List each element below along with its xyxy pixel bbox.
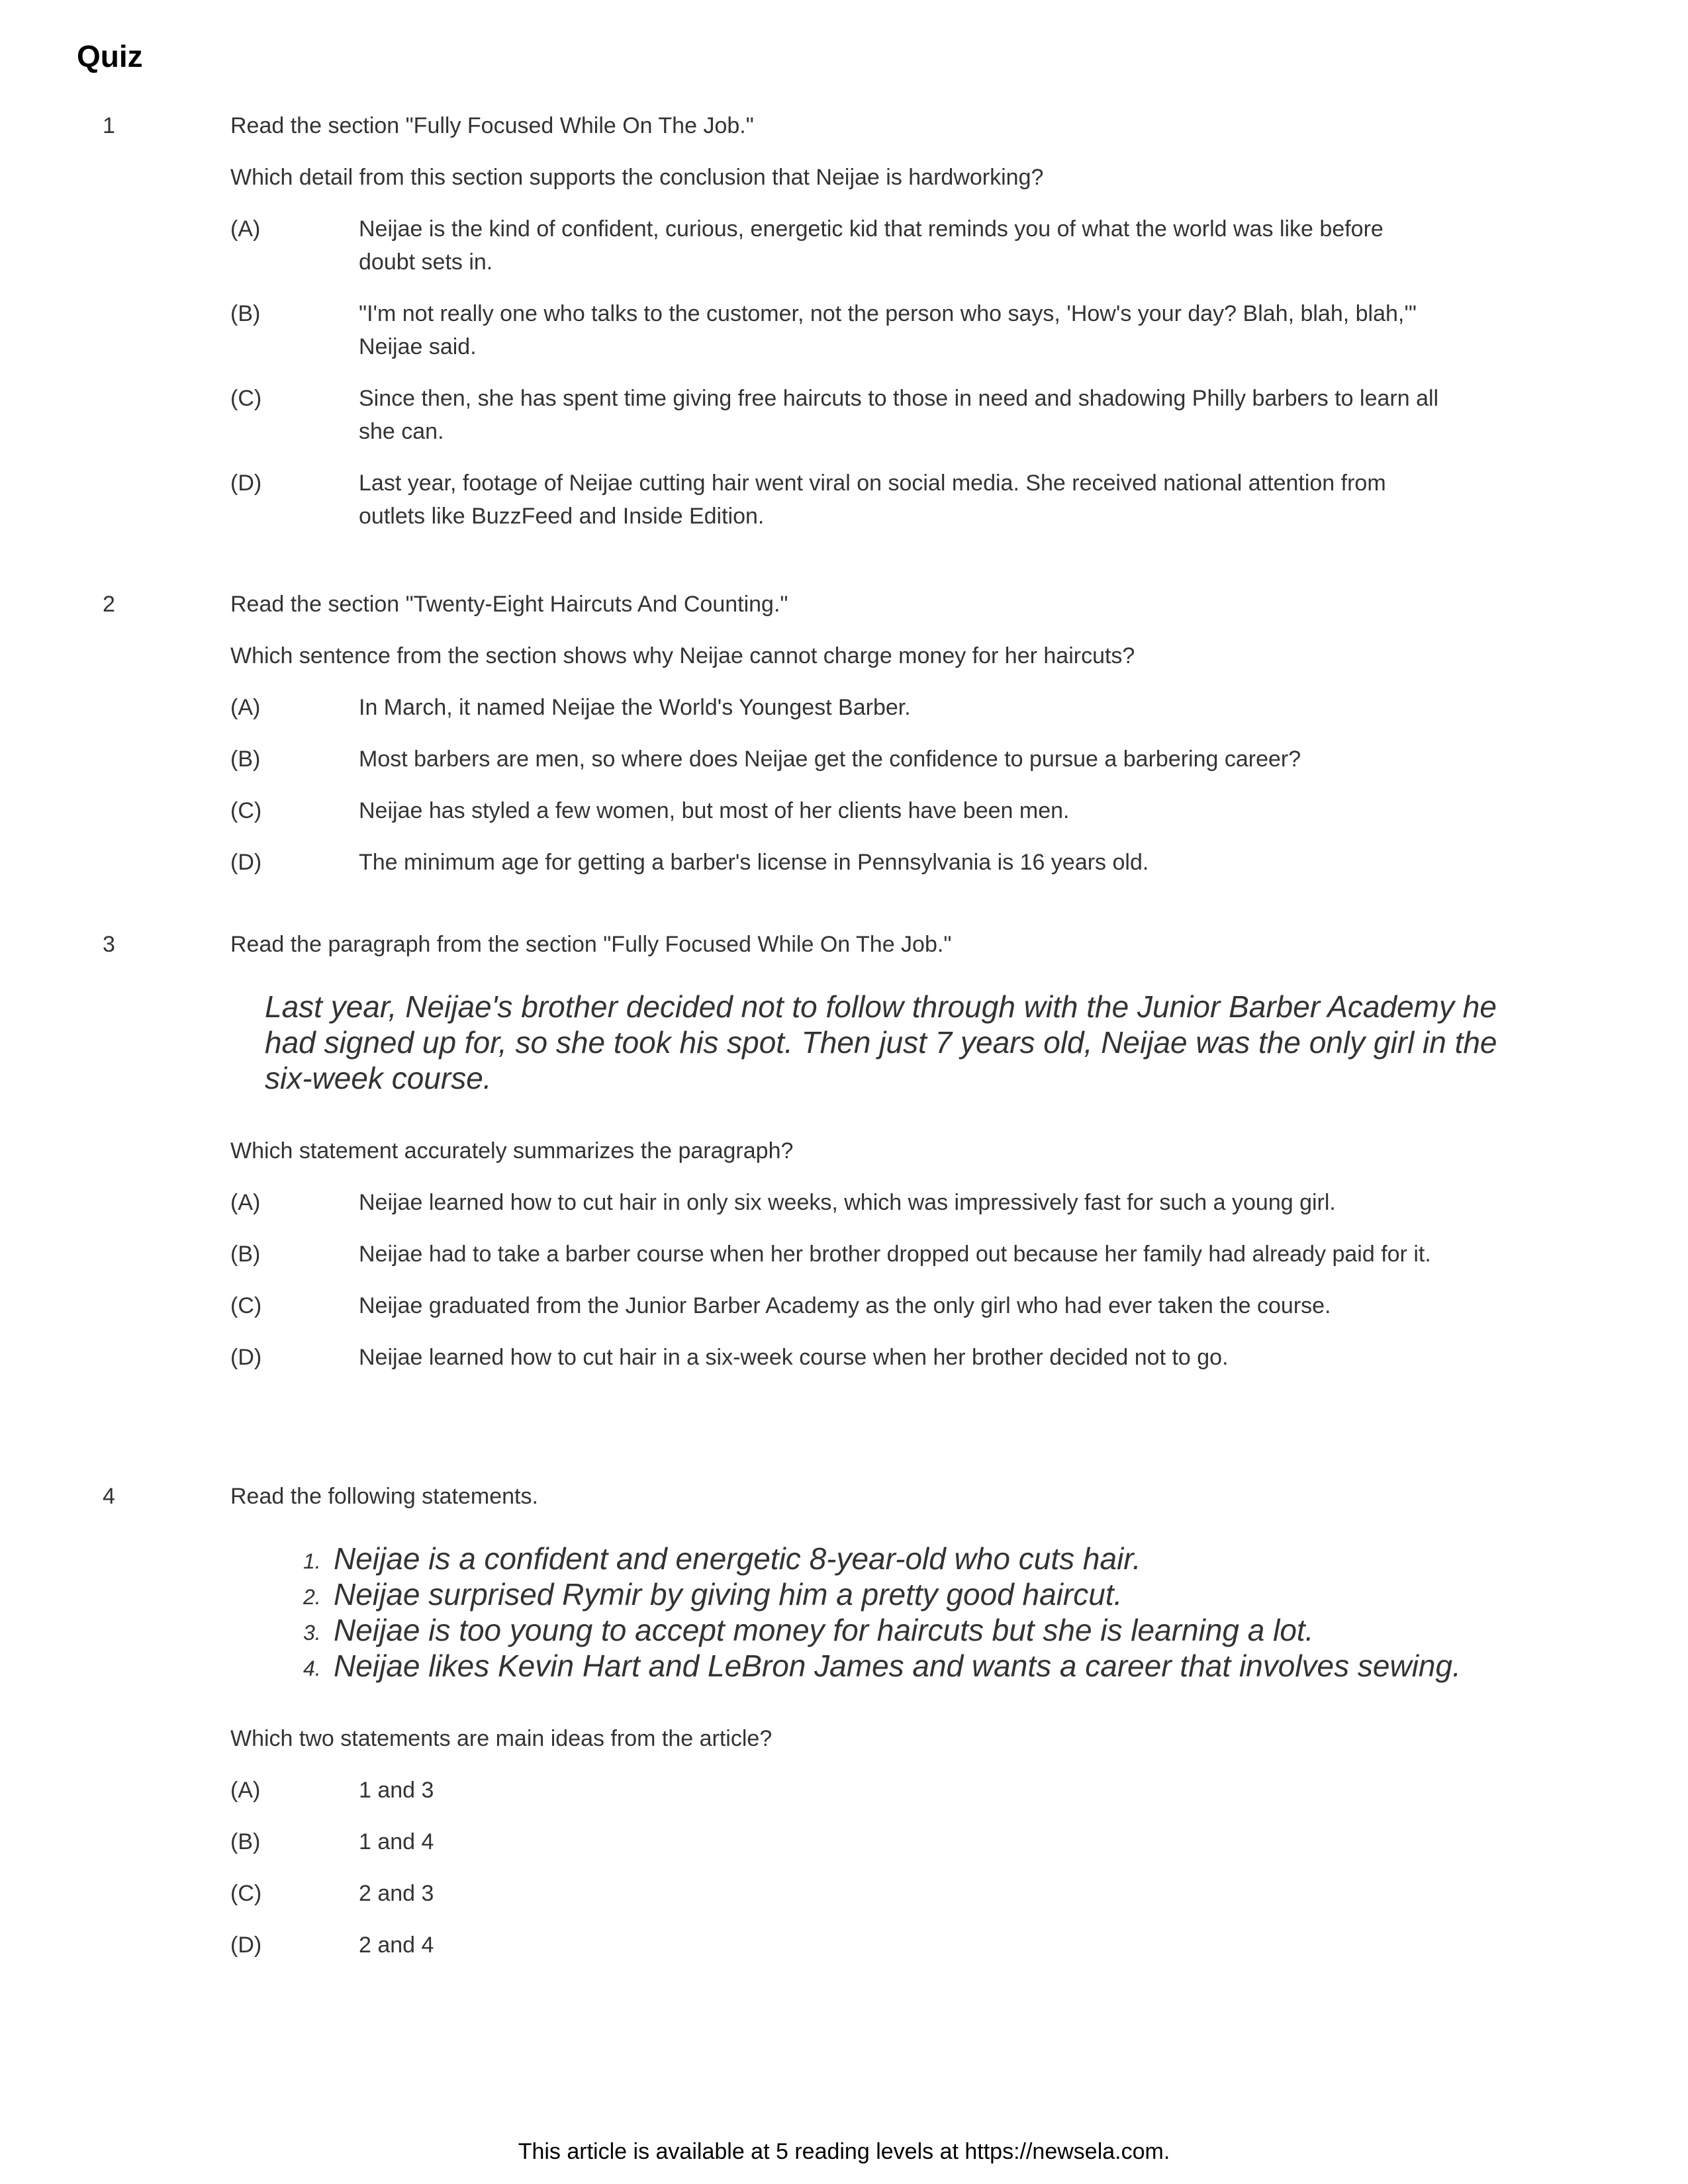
- option-letter: (C): [230, 1881, 262, 1906]
- answer-option-a[interactable]: [230, 691, 1548, 724]
- answer-option-a[interactable]: [230, 1186, 1548, 1219]
- question-number: 1: [103, 113, 115, 138]
- footer-note: This article is available at 5 reading levels at https://newsela.com.: [518, 2139, 1170, 2164]
- answer-option-b[interactable]: [230, 1825, 1548, 1858]
- option-letter: (D): [230, 850, 262, 875]
- option-letter: (D): [230, 471, 262, 496]
- option-letter: (D): [230, 1933, 262, 1958]
- option-letter: (C): [230, 386, 262, 411]
- option-letter: (C): [230, 798, 262, 823]
- option-text: Neijae has styled a few women, but most of her clients have been men.: [359, 798, 1070, 823]
- statement-item: [303, 1541, 1521, 1576]
- statement-number: 2.: [303, 1585, 321, 1609]
- option-text: 2 and 4: [359, 1933, 434, 1958]
- statement-item: [303, 1612, 1521, 1648]
- option-text: Neijae learned how to cut hair in only six weeks, which was impressively fast for such a young girl.: [359, 1190, 1336, 1215]
- statement-list: [303, 1541, 1521, 1684]
- question-intro: Read the following statements.: [230, 1484, 538, 1509]
- question-number: 2: [103, 592, 115, 617]
- statement-item: [303, 1648, 1521, 1684]
- page-title: Quiz: [77, 39, 143, 73]
- answer-option-a[interactable]: [230, 1774, 1548, 1807]
- question-intro: Read the section "Fully Focused While On The Job.": [230, 113, 754, 138]
- answer-option-d[interactable]: [230, 1341, 1548, 1374]
- question-prompt: Which two statements are main ideas from the article?: [230, 1726, 773, 1751]
- option-letter: (A): [230, 695, 261, 720]
- option-text: In March, it named Neijae the World's Youngest Barber.: [359, 695, 911, 720]
- option-letter: (B): [230, 301, 261, 326]
- option-text: 1 and 4: [359, 1829, 434, 1854]
- option-text: Neijae is the kind of confident, curious, energetic kid that reminds you of what the world was like before doubt sets in.: [359, 216, 1383, 275]
- question-number: 4: [103, 1484, 115, 1509]
- answer-option-d[interactable]: [230, 846, 1548, 879]
- question-intro: Read the section "Twenty-Eight Haircuts And Counting.": [230, 592, 788, 617]
- question-prompt: Which sentence from the section shows why Neijae cannot charge money for her haircuts?: [230, 643, 1135, 668]
- statement-text: Neijae likes Kevin Hart and LeBron James and wants a career that involves sewing.: [334, 1649, 1461, 1683]
- answer-option-d[interactable]: [230, 467, 1548, 533]
- option-letter: (A): [230, 1190, 261, 1215]
- statement-item: [303, 1576, 1521, 1612]
- answer-option-d[interactable]: [230, 1929, 1548, 1962]
- option-text: Last year, footage of Neijae cutting hair went viral on social media. She received national attention from outlets like BuzzFeed and Inside Edition.: [359, 471, 1386, 529]
- answer-option-b[interactable]: [230, 743, 1548, 776]
- statement-text: Neijae is a confident and energetic 8-year-old who cuts hair.: [334, 1541, 1141, 1576]
- option-letter: (C): [230, 1293, 262, 1318]
- answer-options: [230, 212, 1521, 533]
- answer-option-b[interactable]: [230, 1238, 1548, 1271]
- option-text: Since then, she has spent time giving free haircuts to those in need and shadowing Philly barbers to learn all she can.: [359, 386, 1439, 444]
- option-text: 1 and 3: [359, 1778, 434, 1803]
- question-number: 3: [103, 932, 115, 957]
- option-text: Most barbers are men, so where does Neijae get the confidence to pursue a barbering career?: [359, 747, 1301, 772]
- statement-number: 4.: [303, 1657, 321, 1680]
- option-text: Neijae learned how to cut hair in a six-week course when her brother decided not to go.: [359, 1345, 1229, 1370]
- answer-options: [230, 691, 1521, 879]
- statement-text: Neijae is too young to accept money for haircuts but she is learning a lot.: [334, 1613, 1314, 1647]
- option-letter: (B): [230, 1242, 261, 1267]
- statement-number: 3.: [303, 1621, 321, 1645]
- answer-option-c[interactable]: [230, 1289, 1548, 1322]
- question-prompt: Which statement accurately summarizes the paragraph?: [230, 1138, 794, 1163]
- question-prompt: Which detail from this section supports the conclusion that Neijae is hardworking?: [230, 165, 1044, 190]
- quoted-paragraph: Last year, Neijae's brother decided not to follow through with the Junior Barber Academy he had signed up for, so she took his spot. Then just 7 years old, Neijae was the only girl in the six-week course.: [265, 989, 1497, 1095]
- option-text: The minimum age for getting a barber's license in Pennsylvania is 16 years old.: [359, 850, 1149, 875]
- option-text: 2 and 3: [359, 1881, 434, 1906]
- answer-options: [230, 1186, 1521, 1374]
- option-text: "I'm not really one who talks to the customer, not the person who says, 'How's your day? Blah, blah, blah,'" Neijae said.: [359, 301, 1417, 359]
- option-text: Neijae had to take a barber course when her brother dropped out because her family had already paid for it.: [359, 1242, 1431, 1267]
- statement-text: Neijae surprised Rymir by giving him a pretty good haircut.: [334, 1577, 1123, 1612]
- answer-option-c[interactable]: [230, 1877, 1548, 1910]
- option-letter: (A): [230, 216, 261, 242]
- option-letter: (A): [230, 1778, 261, 1803]
- statement-number: 1.: [303, 1549, 321, 1573]
- option-letter: (D): [230, 1345, 262, 1370]
- answer-option-a[interactable]: [230, 212, 1548, 279]
- option-text: Neijae graduated from the Junior Barber Academy as the only girl who had ever taken the course.: [359, 1293, 1331, 1318]
- answer-option-c[interactable]: [230, 382, 1548, 448]
- option-letter: (B): [230, 1829, 261, 1854]
- answer-options: [230, 1774, 1521, 1962]
- answer-option-b[interactable]: [230, 297, 1548, 363]
- question-intro: Read the paragraph from the section "Fully Focused While On The Job.": [230, 932, 952, 957]
- option-letter: (B): [230, 747, 261, 772]
- answer-option-c[interactable]: [230, 794, 1548, 827]
